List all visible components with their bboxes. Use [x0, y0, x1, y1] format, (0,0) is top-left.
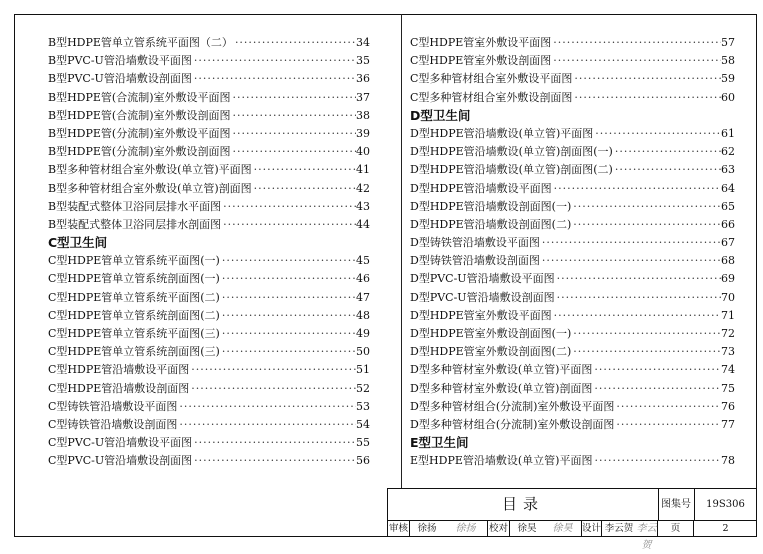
- toc-entry-title: D型HDPE管沿墙敷设剖面图(一): [410, 199, 572, 213]
- toc-right-column: [410, 34, 735, 471]
- toc-entry: [410, 52, 735, 70]
- page-number: 2: [722, 523, 729, 534]
- toc-entry-page: 62: [721, 145, 735, 159]
- toc-entry-page: 38: [356, 108, 370, 122]
- toc-entry: [410, 70, 735, 88]
- toc-entry-page: 67: [721, 236, 735, 250]
- toc-leader-dots: [252, 180, 356, 198]
- toc-entry-title: D型多种管材组合(分流制)室外敷设平面图: [410, 399, 615, 413]
- check-label: 校对: [488, 520, 510, 537]
- toc-section-heading: [48, 234, 370, 252]
- toc-entry-title: D型HDPE管室外敷设剖面图(二): [410, 345, 572, 359]
- toc-leader-dots: [572, 89, 721, 107]
- toc-entry-title: B型PVC-U管沿墙敷设剖面图: [48, 72, 192, 86]
- toc-entry-page: 43: [356, 199, 370, 213]
- toc-entry: [48, 125, 370, 143]
- toc-entry-page: 74: [721, 363, 735, 377]
- toc-leader-dots: [613, 161, 721, 179]
- toc-entry-page: 69: [721, 272, 735, 286]
- toc-entry: [48, 289, 370, 307]
- toc-entry: [410, 198, 735, 216]
- toc-entry-title: C型HDPE管单立管系统平面图(二): [48, 290, 220, 304]
- toc-entry: [48, 307, 370, 325]
- toc-entry-page: 46: [356, 272, 370, 286]
- toc-entry-page: 39: [356, 126, 370, 140]
- toc-entry: [48, 270, 370, 288]
- toc-entry-title: B型HDPE管单立管系统平面图（二）: [48, 36, 233, 49]
- toc-entry-page: 64: [721, 181, 735, 195]
- toc-entry: [48, 434, 370, 452]
- toc-entry-page: 45: [356, 254, 370, 268]
- toc-leader-dots: [231, 107, 356, 125]
- toc-entry: [410, 398, 735, 416]
- toc-entry: [410, 125, 735, 143]
- toc-entry-page: 44: [356, 217, 370, 231]
- toc-entry-title: D型多种管材室外敷设(单立管)剖面图: [410, 381, 593, 395]
- toc-entry-title: C型多种管材组合室外敷设平面图: [410, 72, 573, 86]
- toc-entry-title: D型多种管材组合(分流制)室外敷设剖面图: [410, 417, 615, 431]
- toc-entry-page: 76: [721, 399, 735, 413]
- toc-entry-title: C型HDPE管室外敷设剖面图: [410, 54, 552, 68]
- toc-entry-title: C型PVC-U管沿墙敷设平面图: [48, 436, 193, 450]
- toc-entry-title: C型HDPE管单立管系统剖面图(三): [48, 345, 220, 359]
- toc-leader-dots: [189, 380, 356, 398]
- toc-leader-dots: [592, 380, 721, 398]
- toc-entry-page: 59: [721, 72, 735, 86]
- toc-entry-title: D型PVC-U管沿墙敷设平面图: [410, 272, 555, 286]
- toc-entry-title: C型铸铁管沿墙敷设剖面图: [48, 417, 178, 431]
- toc-entry-page: 40: [356, 145, 370, 159]
- toc-entry-page: 55: [356, 436, 370, 450]
- toc-entry-page: 37: [356, 90, 370, 104]
- toc-entry-title: D型HDPE管沿墙敷设平面图: [410, 181, 552, 195]
- toc-entry: [410, 361, 735, 379]
- review-label: 审核: [388, 520, 410, 537]
- toc-leader-dots: [221, 216, 356, 234]
- reviewer-signature: 徐扬: [444, 520, 488, 537]
- toc-leader-dots: [192, 452, 356, 470]
- title-block: [387, 488, 757, 551]
- toc-entry: [48, 398, 370, 416]
- toc-entry: [410, 234, 735, 252]
- toc-entry-title: C型多种管材组合室外敷设剖面图: [410, 90, 573, 104]
- toc-entry: [48, 107, 370, 125]
- toc-entry-page: 42: [356, 181, 370, 195]
- document-title: 目录: [388, 489, 659, 521]
- toc-leader-dots: [592, 452, 721, 470]
- toc-entry-title: B型装配式整体卫浴同层排水剖面图: [48, 217, 222, 231]
- designer-name: 李云贺: [604, 523, 634, 534]
- toc-entry-page: 50: [356, 345, 370, 359]
- toc-leader-dots: [555, 289, 721, 307]
- toc-entry-page: 73: [721, 345, 735, 359]
- toc-leader-dots: [572, 70, 721, 88]
- toc-entry-title: D型HDPE管室外敷设平面图: [410, 308, 552, 322]
- toc-entry-page: 72: [721, 327, 735, 340]
- toc-entry-page: 49: [356, 327, 370, 340]
- toc-leader-dots: [571, 325, 721, 343]
- toc-entry: [48, 325, 370, 343]
- toc-leader-dots: [613, 143, 721, 161]
- toc-entry: [48, 452, 370, 470]
- toc-entry-title: B型HDPE管(合流制)室外敷设剖面图: [48, 108, 231, 122]
- toc-leader-dots: [551, 34, 721, 52]
- toc-leader-dots: [593, 125, 721, 143]
- toc-entry: [48, 343, 370, 361]
- toc-entry-title: C型PVC-U管沿墙敷设剖面图: [48, 454, 193, 468]
- toc-entry-title: D型HDPE管沿墙敷设剖面图(二): [410, 217, 572, 231]
- toc-leader-dots: [231, 89, 356, 107]
- toc-entry: [48, 252, 370, 270]
- toc-entry-page: 47: [356, 290, 370, 304]
- toc-entry-title: E型HDPE管沿墙敷设(单立管)平面图: [410, 454, 593, 468]
- toc-entry-page: 71: [721, 308, 735, 322]
- toc-leader-dots: [614, 398, 721, 416]
- toc-entry-page: 70: [721, 290, 735, 304]
- toc-entry-title: E型卫生间: [410, 435, 469, 451]
- toc-entry: [410, 325, 735, 343]
- checker-name: 徐昊: [517, 523, 537, 534]
- toc-leader-dots: [552, 307, 721, 325]
- toc-entry: [410, 34, 735, 52]
- toc-entry-page: 35: [356, 54, 370, 68]
- toc-section-heading: [410, 107, 735, 125]
- toc-leader-dots: [555, 270, 721, 288]
- toc-entry: [48, 52, 370, 70]
- toc-entry-title: C型卫生间: [48, 235, 108, 251]
- toc-entry-page: 51: [356, 363, 370, 377]
- toc-entry-page: 58: [721, 54, 735, 68]
- toc-section-heading: [410, 434, 735, 452]
- toc-entry: [48, 416, 370, 434]
- toc-entry: [48, 89, 370, 107]
- toc-leader-dots: [192, 70, 356, 88]
- toc-entry: [410, 143, 735, 161]
- checker-signature: 徐昊: [544, 520, 582, 537]
- toc-entry-page: 54: [356, 417, 370, 431]
- design-label: 设计: [582, 520, 602, 537]
- toc-entry-title: C型HDPE管单立管系统剖面图(一): [48, 272, 220, 286]
- toc-leader-dots: [571, 343, 721, 361]
- toc-entry-page: 57: [721, 36, 735, 49]
- toc-leader-dots: [571, 198, 721, 216]
- toc-entry: [410, 89, 735, 107]
- toc-entry-title: B型HDPE管(分流制)室外敷设剖面图: [48, 145, 231, 159]
- toc-entry: [410, 289, 735, 307]
- toc-entry-page: 65: [721, 199, 735, 213]
- toc-entry-title: B型PVC-U管沿墙敷设平面图: [48, 54, 192, 68]
- toc-leader-dots: [252, 161, 356, 179]
- toc-entry-title: C型HDPE管单立管系统平面图(一): [48, 254, 220, 268]
- toc-entry-title: C型HDPE管单立管系统剖面图(二): [48, 308, 220, 322]
- toc-entry-page: 60: [721, 90, 735, 104]
- toc-leader-dots: [221, 198, 356, 216]
- toc-leader-dots: [571, 216, 721, 234]
- toc-entry-page: 48: [356, 308, 370, 322]
- toc-entry: [410, 270, 735, 288]
- toc-entry-title: C型HDPE管沿墙敷设平面图: [48, 363, 190, 377]
- toc-entry-page: 68: [721, 254, 735, 268]
- toc-entry: [410, 416, 735, 434]
- toc-leader-dots: [551, 52, 721, 70]
- toc-entry-page: 34: [356, 36, 370, 49]
- toc-entry: [48, 143, 370, 161]
- toc-entry-title: C型HDPE管室外敷设平面图: [410, 36, 552, 49]
- toc-left-column: [48, 34, 370, 471]
- toc-entry: [48, 70, 370, 88]
- toc-leader-dots: [192, 52, 356, 70]
- toc-entry-title: D型HDPE管沿墙敷设(单立管)剖面图(二): [410, 163, 613, 177]
- toc-entry: [48, 34, 370, 52]
- toc-entry-title: D型HDPE管沿墙敷设(单立管)平面图: [410, 126, 594, 140]
- toc-leader-dots: [540, 234, 721, 252]
- toc-entry-page: 36: [356, 72, 370, 86]
- toc-entry-title: B型多种管材组合室外敷设(单立管)平面图: [48, 163, 252, 177]
- toc-entry-title: B型装配式整体卫浴同层排水平面图: [48, 199, 222, 213]
- toc-entry-title: D型HDPE管沿墙敷设(单立管)剖面图(一): [410, 145, 613, 159]
- toc-entry: [48, 380, 370, 398]
- column-divider: [401, 14, 402, 488]
- toc-entry: [48, 180, 370, 198]
- toc-leader-dots: [220, 270, 356, 288]
- toc-entry: [410, 180, 735, 198]
- toc-leader-dots: [592, 361, 721, 379]
- toc-entry: [410, 343, 735, 361]
- toc-leader-dots: [220, 289, 356, 307]
- toc-entry-page: 78: [721, 454, 735, 468]
- toc-leader-dots: [231, 125, 356, 143]
- toc-leader-dots: [189, 361, 356, 379]
- toc-entry-title: D型HDPE管室外敷设剖面图(一): [410, 327, 572, 340]
- atlas-number-label: 图集号: [658, 489, 695, 521]
- toc-entry-page: 53: [356, 399, 370, 413]
- toc-entry-title: D型多种管材室外敷设(单立管)平面图: [410, 363, 593, 377]
- toc-entry: [410, 216, 735, 234]
- toc-leader-dots: [220, 325, 356, 343]
- page-label: 页: [658, 520, 694, 537]
- toc-leader-dots: [540, 252, 721, 270]
- toc-leader-dots: [552, 180, 721, 198]
- toc-leader-dots: [177, 416, 356, 434]
- toc-entry-title: B型HDPE管(分流制)室外敷设平面图: [48, 126, 231, 140]
- toc-entry-page: 52: [356, 381, 370, 395]
- toc-entry: [410, 307, 735, 325]
- toc-entry: [48, 161, 370, 179]
- reviewer-name: 徐扬: [417, 523, 437, 534]
- toc-entry-title: C型HDPE管沿墙敷设剖面图: [48, 381, 190, 395]
- toc-entry-title: C型铸铁管沿墙敷设平面图: [48, 399, 178, 413]
- toc-entry: [410, 380, 735, 398]
- toc-leader-dots: [231, 143, 356, 161]
- toc-leader-dots: [220, 252, 356, 270]
- toc-leader-dots: [220, 307, 356, 325]
- toc-entry: [48, 216, 370, 234]
- toc-entry-page: 63: [721, 163, 735, 177]
- toc-entry-title: B型HDPE管(合流制)室外敷设平面图: [48, 90, 231, 104]
- toc-entry-page: 75: [721, 381, 735, 395]
- toc-entry-page: 56: [356, 454, 370, 468]
- toc-entry-title: D型铸铁管沿墙敷设平面图: [410, 236, 540, 250]
- toc-entry: [48, 361, 370, 379]
- toc-entry-page: 61: [721, 126, 735, 140]
- toc-entry: [48, 198, 370, 216]
- toc-entry-title: B型多种管材组合室外敷设(单立管)剖面图: [48, 181, 252, 195]
- toc-leader-dots: [614, 416, 721, 434]
- toc-leader-dots: [233, 34, 356, 52]
- atlas-number: 19S306: [694, 489, 757, 521]
- toc-entry: [410, 252, 735, 270]
- toc-entry: [410, 452, 735, 470]
- designer-signature: 李云贺: [636, 520, 658, 537]
- toc-entry-page: 66: [721, 217, 735, 231]
- toc-entry-title: C型HDPE管单立管系统平面图(三): [48, 327, 220, 340]
- toc-entry: [410, 161, 735, 179]
- toc-entry-title: D型铸铁管沿墙敷设剖面图: [410, 254, 540, 268]
- toc-leader-dots: [220, 343, 356, 361]
- toc-entry-title: D型卫生间: [410, 107, 471, 123]
- toc-leader-dots: [192, 434, 356, 452]
- toc-entry-title: D型PVC-U管沿墙敷设剖面图: [410, 290, 555, 304]
- toc-leader-dots: [177, 398, 356, 416]
- toc-entry-page: 41: [356, 163, 370, 177]
- toc-entry-page: 77: [721, 417, 735, 431]
